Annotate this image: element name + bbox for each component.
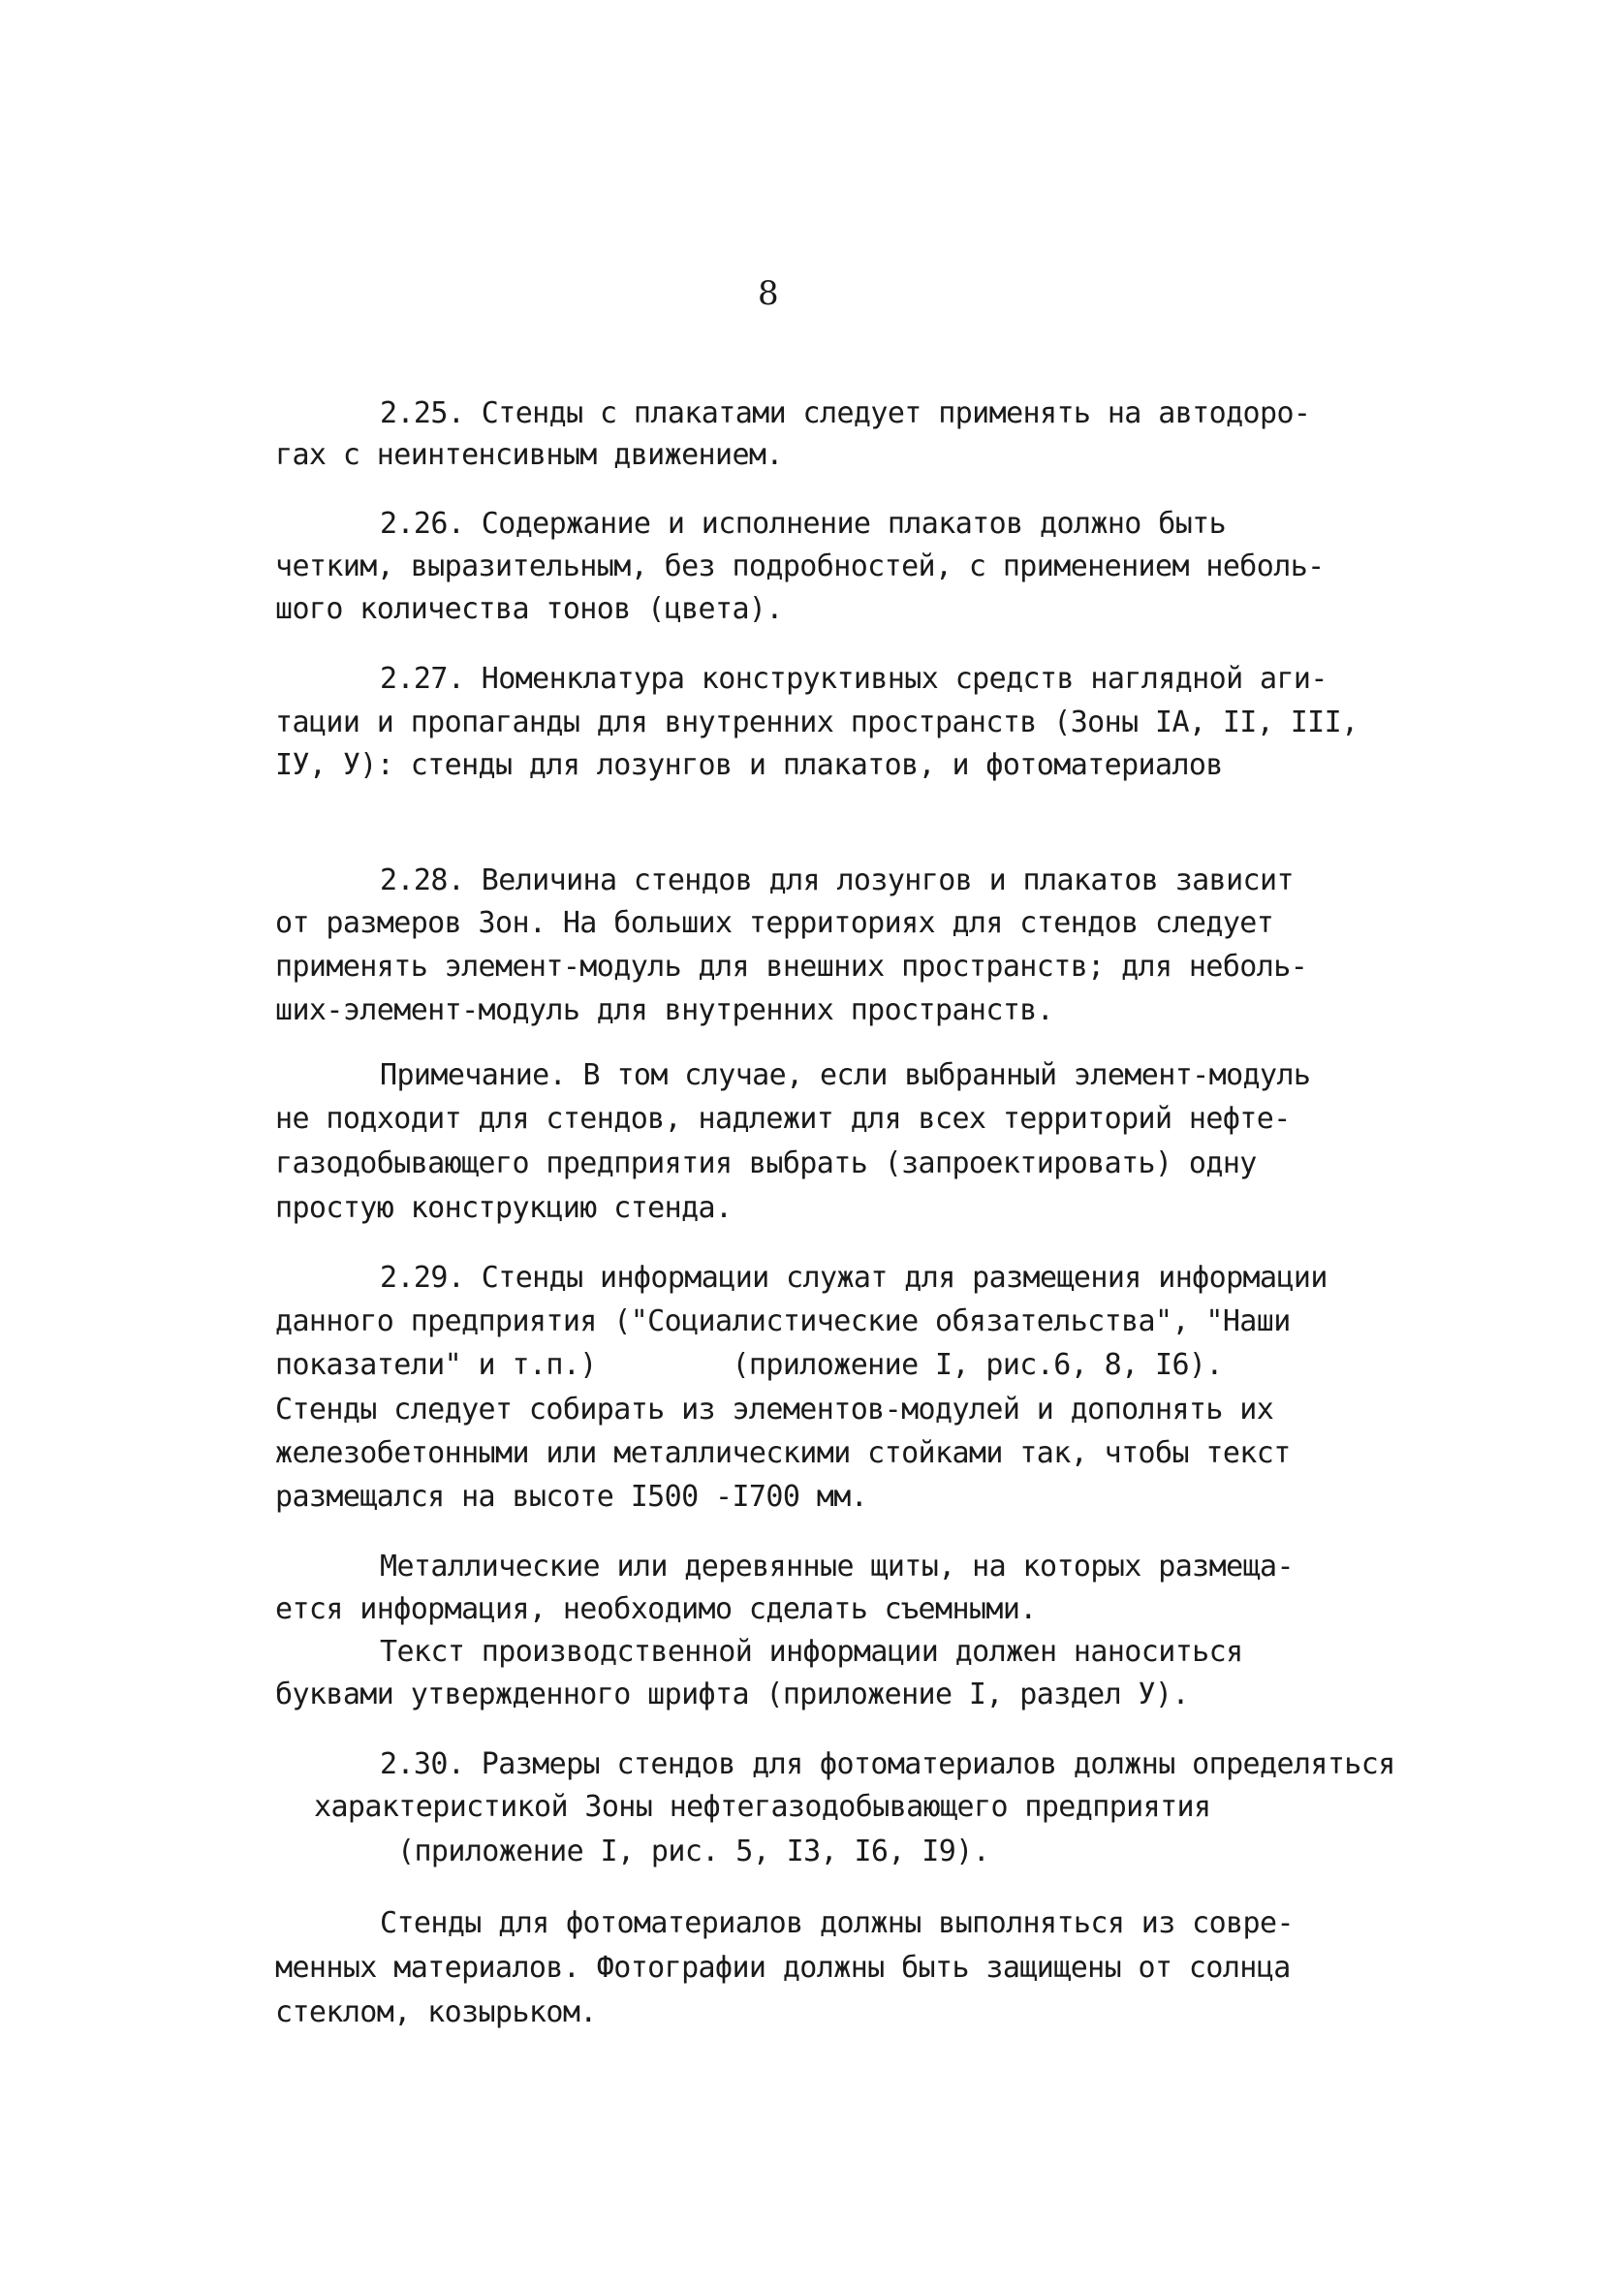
text-line: шого количества тонов (цвета).	[275, 592, 783, 626]
text-line: не подходит для стендов, надлежит для всех территорий нефте-	[275, 1102, 1291, 1136]
text-line: применять элемент-модуль для внешних пространств; для неболь-	[275, 950, 1308, 984]
text-line: четким, выразительным, без подробностей, с применением неболь-	[275, 549, 1325, 583]
text-line: менных материалов. Фотографии должны быть защищены от солнца	[275, 1951, 1291, 1985]
text-line: IУ, У): стенды для лозунгов и плакатов, и фотоматериалов	[275, 748, 1223, 782]
text-line: буквами утвержденного шрифта (приложение I, раздел У).	[275, 1678, 1189, 1711]
text-line: размещался на высоте I500 -I700 мм.	[275, 1480, 868, 1514]
text-line: 2.30. Размеры стендов для фотоматериалов должны определяться	[380, 1747, 1395, 1781]
text-line: стеклом, козырьком.	[275, 1995, 597, 2029]
text-line: Текст производственной информации должен наноситься	[380, 1635, 1243, 1669]
text-line: характеристикой Зоны нефтегазодобывающего предприятия	[314, 1790, 1211, 1824]
text-line: гах с неинтенсивным движением.	[275, 438, 783, 472]
text-line: показатели" и т.п.) (приложение I, рис.6, 8, I6).	[275, 1348, 1223, 1382]
text-line: Стенды для фотоматериалов должны выполняться из совре-	[380, 1906, 1294, 1940]
text-line: ших-элемент-модуль для внутренних пространств.	[275, 993, 1054, 1027]
text-line: Металлические или деревянные щиты, на которых размеща-	[380, 1550, 1294, 1584]
text-line: тации и пропаганды для внутренних пространств (Зоны IA, II, III,	[275, 706, 1359, 739]
text-line: Примечание. В том случае, если выбранный элемент-модуль	[380, 1058, 1311, 1092]
text-line: Стенды следует собирать из элементов-модулей и дополнять их	[275, 1393, 1274, 1427]
text-line: (приложение I, рис. 5, I3, I6, I9).	[397, 1835, 990, 1868]
text-line: газодобывающего предприятия выбрать (запроектировать) одну	[275, 1146, 1257, 1180]
text-line: данного предприятия ("Социалистические обязательства", "Наши	[275, 1304, 1291, 1338]
text-line: 2.28. Величина стендов для лозунгов и плакатов зависит	[380, 863, 1294, 897]
text-line: 2.27. Номенклатура конструктивных средств наглядной аги-	[380, 662, 1327, 696]
text-line: железобетонными или металлическими стойками так, чтобы текст	[275, 1436, 1291, 1470]
text-line: простую конструкцию стенда.	[275, 1191, 733, 1225]
text-line: ется информация, необходимо сделать съемными.	[275, 1592, 1037, 1626]
page-number: 8	[758, 274, 779, 313]
text-line: 2.29. Стенды информации служат для размещения информации	[380, 1261, 1327, 1295]
text-line: от размеров Зон. На больших территориях для стендов следует	[275, 906, 1274, 940]
text-line: 2.26. Содержание и исполнение плакатов должно быть	[380, 507, 1227, 541]
text-line: 2.25. Стенды с плакатами следует применять на автодоро-	[380, 396, 1311, 430]
